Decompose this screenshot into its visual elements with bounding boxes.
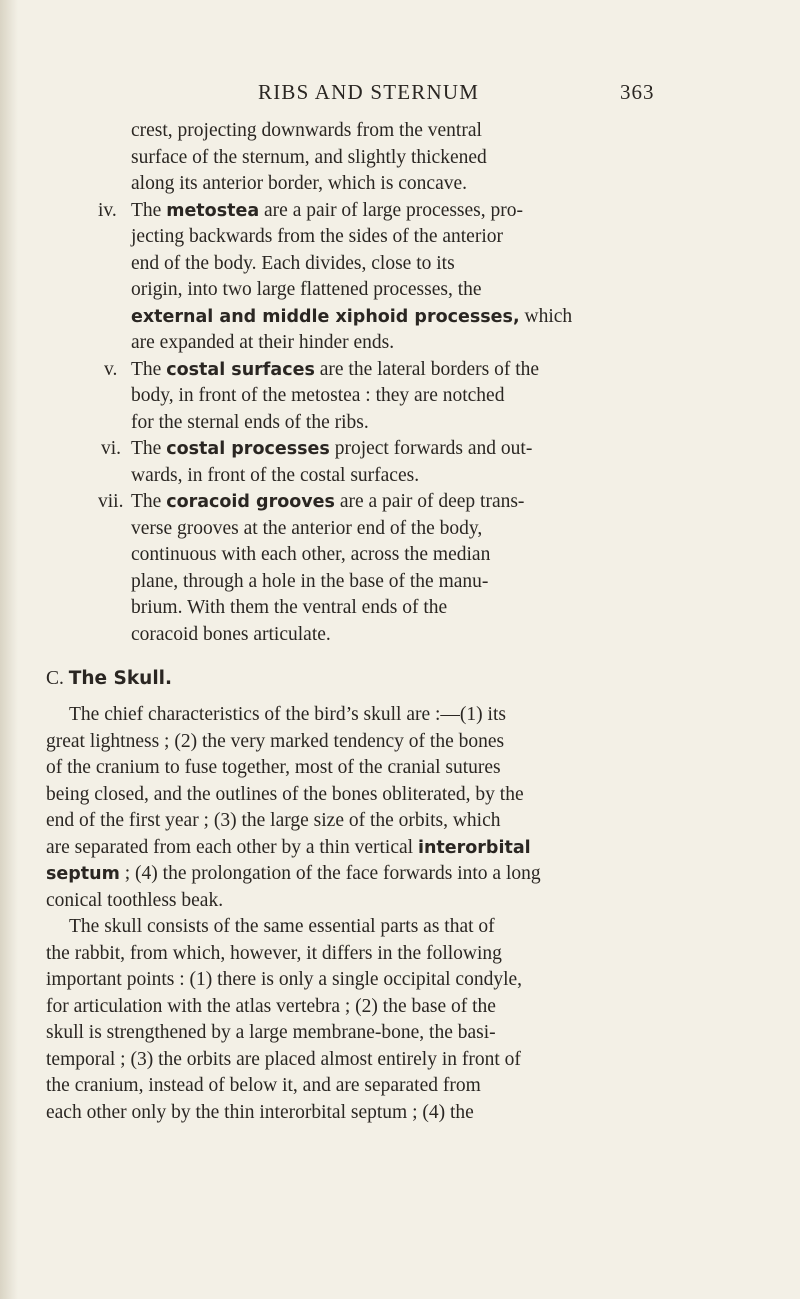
item-iv-line-5 <box>131 304 572 330</box>
item-v-text: The <box>131 358 167 380</box>
term-metostea: metostea <box>166 200 260 221</box>
skull-p1-line-1: The chief characteristics of the bird’s skull are :—(1) its <box>69 704 506 725</box>
item-vii-text: The <box>131 491 167 512</box>
skull-p2-line-1: The skull consists of the same essential parts as that of <box>69 916 495 937</box>
skull-p1-line-3: of the cranium to fuse together, most of the cranial sutures <box>46 757 501 778</box>
skull-p1-line-4: being closed, and the outlines of the bones obliterated, by the <box>46 783 524 805</box>
item-vi-line-2: wards, in front of the costal surfaces. <box>131 464 420 486</box>
continuation-line-1: crest, projecting downwards from the ventral <box>131 120 482 141</box>
term-xiphoid-processes: external and middle xiphoid processes, <box>131 306 520 327</box>
item-iv-line-1 <box>131 198 523 224</box>
skull-p1-line-6 <box>46 835 531 861</box>
term-septum: septum <box>46 864 120 884</box>
item-vii-line-6: coracoid bones articulate. <box>131 623 331 645</box>
skull-p2-line-5: skull is strengthened by a large membrane-bone, the basi- <box>46 1022 496 1043</box>
item-iv-line-4: origin, into two large flattened processes, the <box>131 279 482 300</box>
term-coracoid-grooves: coracoid grooves <box>166 492 335 512</box>
term-interorbital: interorbital <box>417 837 531 858</box>
item-vi-line-1 <box>131 436 532 462</box>
item-vi-text: project forwards and out- <box>329 438 533 459</box>
term-costal-surfaces: costal surfaces <box>166 359 315 380</box>
skull-p2-line-4: for articulation with the atlas vertebra ; (2) the base of the <box>46 995 496 1017</box>
item-vi-numeral: vi. <box>101 438 122 459</box>
skull-p2-line-8: each other only by the thin interorbital septum ; (4) the <box>46 1101 474 1123</box>
item-iv-line-3: end of the body. Each divides, close to its <box>131 252 455 274</box>
item-vii-line-5: brium. With them the ventral ends of the <box>131 597 448 618</box>
item-vii-line-4: plane, through a hole in the base of the manu- <box>131 570 489 592</box>
skull-p2-line-3: important points : (1) there is only a single occipital condyle, <box>46 969 523 990</box>
page-edge-shadow <box>0 0 18 1299</box>
section-c-title: The Skull. <box>68 668 173 689</box>
item-iv-line-6: are expanded at their hinder ends. <box>131 332 395 353</box>
item-vi-text: The <box>131 438 167 459</box>
item-v-text: are the lateral borders of the <box>314 358 540 380</box>
item-iv-text: The <box>131 199 167 221</box>
item-vii-text: are a pair of deep trans- <box>334 491 525 512</box>
skull-p1-line-8: conical toothless beak. <box>46 889 224 911</box>
skull-p1-text: ; (4) the prolongation of the face forwards into a long <box>119 863 541 884</box>
running-title: RIBS AND STERNUM <box>258 80 480 104</box>
skull-p2-line-2: the rabbit, from which, however, it differs in the following <box>46 942 502 964</box>
skull-p1-line-5: end of the first year ; (3) the large size of the orbits, which <box>46 810 501 831</box>
skull-p2-line-7: the cranium, instead of below it, and are separated from <box>46 1075 481 1096</box>
term-costal-processes: costal processes <box>166 439 330 459</box>
item-v-line-2: body, in front of the metostea : they are notched <box>131 385 505 406</box>
skull-p1-text: are separated from each other by a thin vertical <box>46 836 418 858</box>
page-number: 363 <box>620 80 655 104</box>
item-iv-line-2: jecting backwards from the sides of the anterior <box>131 226 503 247</box>
skull-p1-line-2: great lightness ; (2) the very marked tendency of the bones <box>46 730 505 752</box>
item-vii-numeral: vii. <box>98 491 124 512</box>
item-iv-text: which <box>519 305 573 327</box>
section-c-label: C. <box>46 668 69 689</box>
skull-p2-line-6: temporal ; (3) the orbits are placed almost entirely in front of <box>46 1048 521 1070</box>
item-vii-line-3: continuous with each other, across the median <box>131 544 491 565</box>
item-vii-line-1 <box>131 489 524 515</box>
running-head <box>0 74 800 108</box>
continuation-line-2: surface of the sternum, and slightly thickened <box>131 146 487 168</box>
item-v-line-1 <box>131 357 539 383</box>
skull-p1-line-7 <box>46 861 541 887</box>
item-iv-numeral: iv. <box>98 199 117 221</box>
item-iv-text: are a pair of large processes, pro- <box>259 199 524 221</box>
item-vii-line-2: verse grooves at the anterior end of the body, <box>131 517 483 539</box>
section-c-heading <box>46 666 172 692</box>
continuation-line-3: along its anterior border, which is concave. <box>131 173 468 194</box>
item-v-line-3: for the sternal ends of the ribs. <box>131 411 369 433</box>
item-v-numeral: v. <box>104 358 118 380</box>
